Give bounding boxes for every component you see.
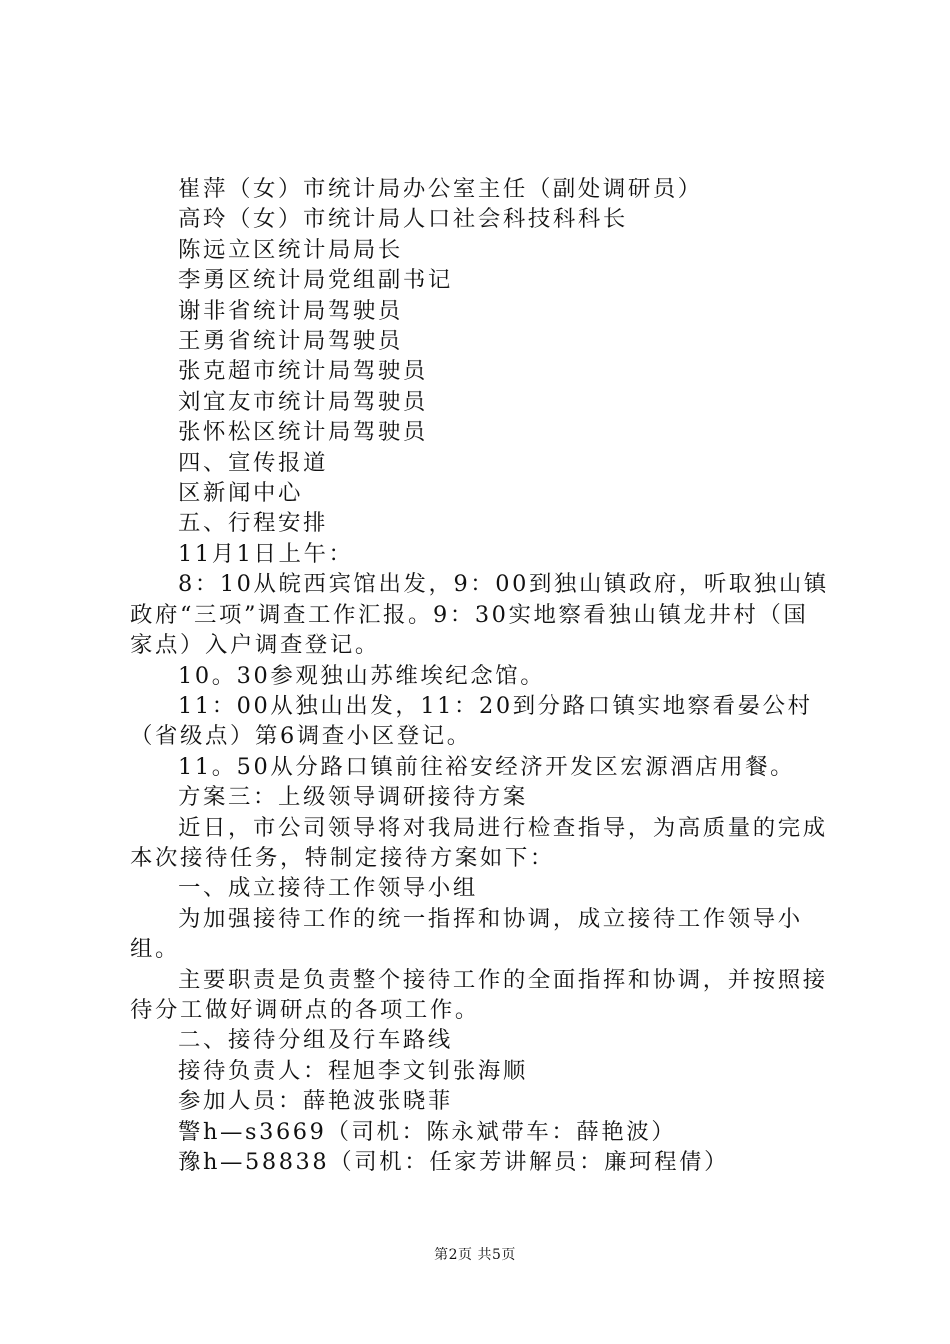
paragraph: 接待负责人：程旭李文钊张海顺 <box>178 1057 528 1084</box>
paragraph: 11。50从分路口镇前往裕安经济开发区宏源酒店用餐。 <box>178 753 796 780</box>
paragraph: 李勇区统计局党组副书记 <box>178 267 453 294</box>
paragraph: 豫h—58838（司机：任家芳讲解员：廉珂程倩） <box>178 1149 730 1175</box>
paragraph: 8：10从皖西宾馆出发，9：00到独山镇政府，听取独山镇政府“三项”调查工作汇报。9：30实地察看独山镇龙井村（国家点）入户调查登记。 <box>130 571 829 659</box>
paragraph: 11月1日上午： <box>178 540 354 567</box>
section-heading: 五、行程安排 <box>178 510 328 537</box>
paragraph: 区新闻中心 <box>178 480 303 507</box>
paragraph: 张怀松区统计局驾驶员 <box>178 419 428 446</box>
paragraph: 警h—s3669（司机：陈永斌带车：薛艳波） <box>178 1118 677 1145</box>
paragraph: 高玲（女）市统计局人口社会科技科科长 <box>178 206 628 233</box>
paragraph: 主要职责是负责整个接待工作的全面指挥和协调，并按照接待分工做好调研点的各项工作。 <box>130 966 828 1023</box>
paragraph: 陈远立区统计局局长 <box>178 236 403 263</box>
section-heading: 四、宣传报道 <box>178 449 328 476</box>
section-heading: 一、成立接待工作领导小组 <box>178 875 478 902</box>
paragraph: 刘宜友市统计局驾驶员 <box>178 388 428 415</box>
paragraph: 谢非省统计局驾驶员 <box>178 297 403 324</box>
section-heading: 二、接待分组及行车路线 <box>178 1027 453 1054</box>
paragraph: 为加强接待工作的统一指挥和协调，成立接待工作领导小组。 <box>130 905 803 963</box>
paragraph: 崔萍（女）市统计局办公室主任（副处调研员） <box>178 176 703 202</box>
paragraph: 11：00从独山出发，11：20到分路口镇实地察看晏公村（省级点）第6调查小区登记。 <box>130 692 813 750</box>
page-number: 第2页 共5页 <box>434 1247 516 1263</box>
paragraph: 近日，市公司领导将对我局进行检查指导，为高质量的完成本次接待任务，特制定接待方案如下： <box>130 814 828 871</box>
paragraph: 王勇省统计局驾驶员 <box>178 328 403 355</box>
paragraph: 张克超市统计局驾驶员 <box>178 358 428 385</box>
paragraph: 参加人员：薛艳波张晓菲 <box>178 1088 453 1115</box>
page-footer <box>0 1244 950 1264</box>
document-body <box>130 174 830 1177</box>
section-heading: 方案三：上级领导调研接待方案 <box>178 784 528 811</box>
paragraph: 10。30参观独山苏维埃纪念馆。 <box>178 662 546 689</box>
